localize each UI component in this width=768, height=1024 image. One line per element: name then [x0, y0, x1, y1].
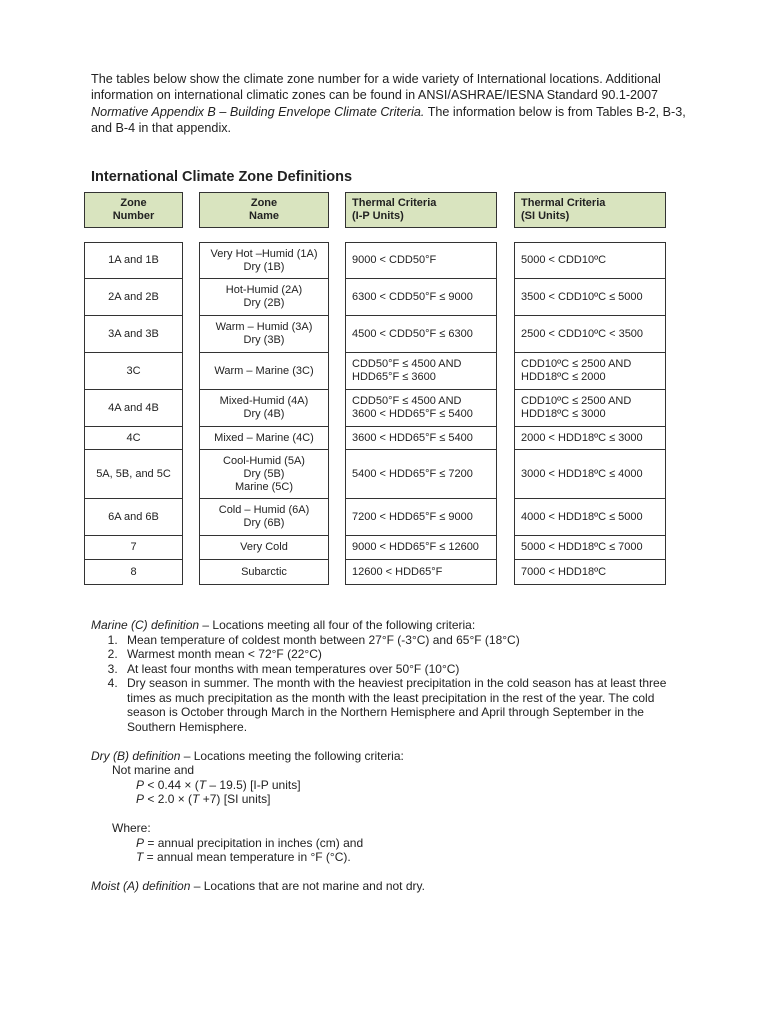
dry-formula-ip: P < 0.44 × (T – 19.5) [I-P units]: [136, 777, 301, 792]
table-cell: 5000 < CDD10ºC: [515, 243, 665, 279]
table-cell: 9000 < CDD50°F: [346, 243, 496, 279]
where-label: Where:: [112, 821, 151, 835]
table-cell: Warm – Humid (3A) Dry (3B): [200, 316, 328, 353]
section-title: International Climate Zone Definitions: [91, 169, 353, 185]
table-cell: 3600 < HDD65°F ≤ 5400: [346, 427, 496, 450]
table-cell: Warm – Marine (3C): [200, 353, 328, 390]
table-cell: 6300 < CDD50°F ≤ 9000: [346, 279, 496, 316]
table-cell: 2500 < CDD10ºC < 3500: [515, 316, 665, 353]
table-cell: 5400 < HDD65°F ≤ 7200: [346, 450, 496, 499]
table-cell: CDD50°F ≤ 4500 AND HDD65°F ≤ 3600: [346, 353, 496, 390]
dry-line-not-marine: Not marine and: [112, 763, 195, 777]
table-cell: 4500 < CDD50°F ≤ 6300: [346, 316, 496, 353]
table-cell: 7000 < HDD18ºC: [515, 560, 665, 585]
list-item: 2. Warmest month mean < 72°F (22°C): [121, 647, 691, 662]
table-cell: CDD50°F ≤ 4500 AND 3600 < HDD65°F ≤ 5400: [346, 390, 496, 427]
table-cell: 5000 < HDD18ºC ≤ 7000: [515, 536, 665, 560]
list-item: 1. Mean temperature of coldest month between 27°F (-3°C) and 65°F (18°C): [121, 633, 691, 648]
table-cell: 3500 < CDD10ºC ≤ 5000: [515, 279, 665, 316]
table-cell: Very Cold: [200, 536, 328, 560]
list-item: 4. Dry season in summer. The month with the heaviest precipitation in the cold season has at least three times as much precipitation as the month with the least precipitation in the rest of the year. The cold season is October through March in the Northern Hemisphere and April through September in the Southern Hemisphere.: [121, 676, 691, 734]
zone-name-column: [199, 242, 329, 585]
table-cell: 3000 < HDD18ºC ≤ 4000: [515, 450, 665, 499]
table-cell: 4000 < HDD18ºC ≤ 5000: [515, 499, 665, 536]
table-cell: 2A and 2B: [85, 279, 182, 316]
where-t: T = annual mean temperature in °F (°C).: [136, 850, 351, 864]
table-cell: CDD10ºC ≤ 2500 AND HDD18ºC ≤ 2000: [515, 353, 665, 390]
header-thermal-ip: Thermal Criteria (I-P Units): [345, 192, 497, 228]
where-p: P = annual precipitation in inches (cm) and: [136, 835, 364, 850]
zone-number-column: [84, 242, 183, 585]
table-cell: Cool-Humid (5A) Dry (5B) Marine (5C): [200, 450, 328, 499]
list-item: 3. At least four months with mean temperatures over 50°F (10°C): [121, 662, 691, 677]
dry-formula-si: P < 2.0 × (T +7) [SI units]: [136, 792, 271, 806]
table-cell: Very Hot –Humid (1A) Dry (1B): [200, 243, 328, 279]
table-cell: 4C: [85, 427, 182, 450]
table-cell: Subarctic: [200, 560, 328, 585]
table-cell: Mixed – Marine (4C): [200, 427, 328, 450]
table-cell: 3C: [85, 353, 182, 390]
moist-definition: Moist (A) definition – Locations that are not marine and not dry.: [91, 879, 425, 893]
table-cell: 5A, 5B, and 5C: [85, 450, 182, 499]
header-zone-number: Zone Number: [84, 192, 183, 228]
definitions: [91, 618, 691, 894]
thermal-si-column: [514, 242, 666, 585]
header-thermal-si: Thermal Criteria (SI Units): [514, 192, 666, 228]
table-cell: Hot-Humid (2A) Dry (2B): [200, 279, 328, 316]
table-cell: 6A and 6B: [85, 499, 182, 536]
table-cell: Mixed-Humid (4A) Dry (4B): [200, 390, 328, 427]
table-cell: 8: [85, 560, 182, 585]
table-cell: 7: [85, 536, 182, 560]
marine-definition: Marine (C) definition – Locations meeting all four of the following criteria:: [91, 618, 476, 632]
table-cell: 7200 < HDD65°F ≤ 9000: [346, 499, 496, 536]
table-cell: CDD10ºC ≤ 2500 AND HDD18ºC ≤ 3000: [515, 390, 665, 427]
marine-criteria-list: [91, 633, 691, 735]
table-cell: 2000 < HDD18ºC ≤ 3000: [515, 427, 665, 450]
table-cell: Cold – Humid (6A) Dry (6B): [200, 499, 328, 536]
dry-definition: Dry (B) definition – Locations meeting the following criteria:: [91, 748, 404, 763]
header-zone-name: Zone Name: [199, 192, 329, 228]
table-cell: 3A and 3B: [85, 316, 182, 353]
thermal-ip-column: [345, 242, 497, 585]
table-cell: 4A and 4B: [85, 390, 182, 427]
intro-appendix-title: Normative Appendix B – Building Envelope Climate Criteria.: [91, 104, 425, 119]
table-cell: 1A and 1B: [85, 243, 182, 279]
table-cell: 9000 < HDD65°F ≤ 12600: [346, 536, 496, 560]
intro-paragraph: The tables below show the climate zone number for a wide variety of International locations. Additional information on international climatic zones can be found in ANSI/ASHRAE/IESNA Standard 90.1-2007 Normative Appendix B – Building Envelope Climate Criteria. The information below is from Tables B-2, B-3, and B-4 in that appendix.: [91, 72, 686, 135]
table-cell: 12600 < HDD65°F: [346, 560, 496, 585]
